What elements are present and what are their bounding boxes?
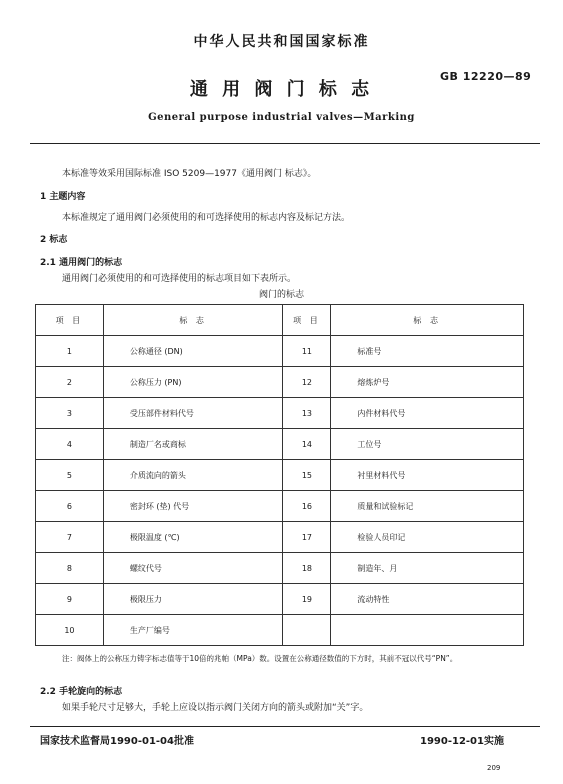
table-cell: 检验人员印记 (331, 522, 524, 553)
header-mark-1: 标 志 (103, 305, 283, 336)
table-cell: 12 (283, 367, 331, 398)
table-cell: 质量和试验标记 (331, 491, 524, 522)
header-item-2: 项 目 (283, 305, 331, 336)
header-mark-2: 标 志 (331, 305, 524, 336)
section-2-2-heading: 2.2 手轮旋向的标志 (40, 687, 123, 697)
table-row (36, 460, 524, 491)
table-cell: 流动特性 (331, 584, 524, 615)
table-cell (331, 615, 524, 646)
table-cell: 制造年、月 (331, 553, 524, 584)
table-cell: 公称通径 (DN) (103, 336, 283, 367)
table-cell: 8 (36, 553, 104, 584)
country-standard-label: 中华人民共和国国家标准 (193, 34, 370, 50)
table-row (36, 522, 524, 553)
table-caption: 阀门的标志 (258, 290, 304, 300)
section-1-text: 本标准规定了通用阀门必须使用的和可选择使用的标志内容及标记方法。 (62, 213, 351, 223)
table-cell: 5 (36, 460, 104, 491)
table-cell: 9 (36, 584, 104, 615)
table-row (36, 584, 524, 615)
table-cell: 公称压力 (PN) (103, 367, 283, 398)
table-cell: 熔炼炉号 (331, 367, 524, 398)
section-1-heading: 1 主题内容 (40, 192, 86, 202)
section-2-1-text: 通用阀门必须使用的和可选择使用的标志项目如下表所示。 (62, 274, 297, 284)
table-cell: 15 (283, 460, 331, 491)
table-cell: 1 (36, 336, 104, 367)
standard-number: GB 12220—89 (440, 70, 532, 83)
table-cell: 制造厂名或商标 (103, 429, 283, 460)
table-cell: 3 (36, 398, 104, 429)
document-title-cn: 通 用 阀 门 标 志 (189, 79, 374, 100)
table-cell: 受压部件材料代号 (103, 398, 283, 429)
intro-paragraph: 本标准等效采用国际标准 ISO 5209—1977《通用阀门 标志》。 (62, 169, 317, 179)
table-row (36, 398, 524, 429)
approval-date: 国家技术监督局1990-01-04批准 (40, 736, 194, 747)
header-rule (30, 143, 540, 144)
table-cell: 螺纹代号 (103, 553, 283, 584)
table-cell: 2 (36, 367, 104, 398)
table-cell: 密封环 (垫) 代号 (103, 491, 283, 522)
table-row (36, 491, 524, 522)
table-cell: 19 (283, 584, 331, 615)
header-item-1: 项 目 (36, 305, 104, 336)
table-cell: 6 (36, 491, 104, 522)
table-cell: 14 (283, 429, 331, 460)
table-cell: 工位号 (331, 429, 524, 460)
marking-table (35, 304, 524, 646)
table-cell: 介质流向的箭头 (103, 460, 283, 491)
table-cell: 衬里材料代号 (331, 460, 524, 491)
table-row (36, 367, 524, 398)
table-row (36, 553, 524, 584)
table-cell: 极限压力 (103, 584, 283, 615)
table-cell: 生产厂编号 (103, 615, 283, 646)
effective-date: 1990-12-01实施 (420, 736, 504, 747)
table-cell: 4 (36, 429, 104, 460)
section-2-1-heading: 2.1 通用阀门的标志 (40, 258, 123, 268)
document-title-en: General purpose industrial valves—Marking (148, 112, 415, 123)
table-cell: 17 (283, 522, 331, 553)
footer-rule (30, 726, 540, 727)
table-cell (283, 615, 331, 646)
table-row (36, 336, 524, 367)
page-number: 209 (487, 764, 501, 772)
table-cell: 11 (283, 336, 331, 367)
table-cell: 13 (283, 398, 331, 429)
section-2-heading: 2 标志 (40, 235, 68, 245)
table-cell: 18 (283, 553, 331, 584)
section-2-2-text: 如果手轮尺寸足够大，手轮上应设以指示阀门关闭方向的箭头或附加“关”字。 (62, 703, 369, 713)
table-cell: 标准号 (331, 336, 524, 367)
table-cell: 7 (36, 522, 104, 553)
table-cell: 极限温度 (℃) (103, 522, 283, 553)
table-cell: 16 (283, 491, 331, 522)
table-note: 注：阀体上的公称压力铸字标志值等于10倍的兆帕（MPa）数。设置在公称通径数值的下方时，其前不冠以代号“PN”。 (62, 654, 458, 663)
table-row (36, 429, 524, 460)
table-cell: 10 (36, 615, 104, 646)
table-header-row (36, 305, 524, 336)
table-cell: 内件材料代号 (331, 398, 524, 429)
table-row (36, 615, 524, 646)
